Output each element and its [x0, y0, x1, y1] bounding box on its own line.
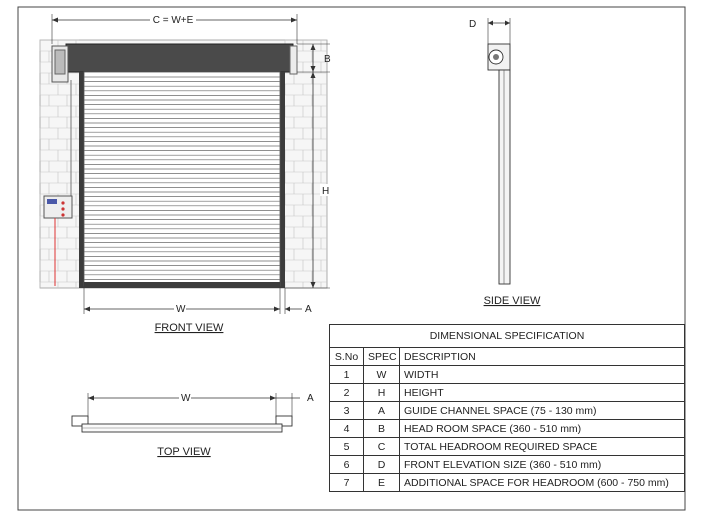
a-dimension-label: A [305, 304, 312, 315]
row-description: HEIGHT [400, 384, 685, 402]
front-view-title: FRONT VIEW [154, 322, 224, 334]
row-spec: H [364, 384, 400, 402]
row-description: HEAD ROOM SPACE (360 - 510 mm) [400, 420, 685, 438]
shutter-curtain [84, 72, 280, 286]
header-spec: SPEC [364, 348, 400, 366]
bottom-bar [84, 282, 280, 288]
row-sno: 2 [330, 384, 364, 402]
control-button [61, 213, 64, 216]
table-row [330, 438, 685, 456]
c-dimension-label: C = W+E [152, 15, 194, 26]
header-sno: S.No [330, 348, 364, 366]
right-guide-channel [280, 72, 285, 288]
row-spec: C [364, 438, 400, 456]
row-description: ADDITIONAL SPACE FOR HEADROOM (600 - 750 mm) [400, 474, 685, 492]
table-row [330, 474, 685, 492]
row-description: GUIDE CHANNEL SPACE (75 - 130 mm) [400, 402, 685, 420]
row-spec: W [364, 366, 400, 384]
row-sno: 4 [330, 420, 364, 438]
top-view-title: TOP VIEW [157, 446, 211, 458]
control-display [47, 199, 57, 204]
table-title-row [330, 325, 685, 348]
roll-axle [493, 54, 499, 60]
left-guide-channel [79, 72, 84, 288]
shutter-hood [66, 44, 293, 72]
h-dimension-label: H [322, 186, 330, 197]
table-row [330, 366, 685, 384]
table-header-row [330, 348, 685, 366]
table-row [330, 402, 685, 420]
row-spec: B [364, 420, 400, 438]
side-guide [499, 70, 510, 284]
table-row [330, 384, 685, 402]
row-description: TOTAL HEADROOM REQUIRED SPACE [400, 438, 685, 456]
motor-body [55, 50, 65, 74]
dimensional-spec-table [329, 324, 685, 492]
control-button [61, 201, 64, 204]
hood-end-cap [290, 46, 297, 74]
row-sno: 6 [330, 456, 364, 474]
top-w-dimension-label: W [181, 393, 191, 404]
top-a-dimension-label: A [307, 393, 314, 404]
top-view [72, 392, 314, 458]
table-row [330, 420, 685, 438]
row-description: FRONT ELEVATION SIZE (360 - 510 mm) [400, 456, 685, 474]
row-spec: D [364, 456, 400, 474]
row-sno: 5 [330, 438, 364, 456]
row-spec: A [364, 402, 400, 420]
row-sno: 1 [330, 366, 364, 384]
row-sno: 7 [330, 474, 364, 492]
d-dimension-label: D [469, 19, 477, 30]
header-description: DESCRIPTION [400, 348, 685, 366]
b-dimension-label: B [324, 54, 331, 65]
table-row [330, 456, 685, 474]
row-spec: E [364, 474, 400, 492]
w-dimension-label: W [176, 304, 186, 315]
control-button [61, 207, 64, 210]
arrowheads [285, 307, 290, 312]
front-view [40, 14, 331, 334]
row-sno: 3 [330, 402, 364, 420]
row-description: WIDTH [400, 366, 685, 384]
table-title: DIMENSIONAL SPECIFICATION [330, 325, 685, 348]
side-view [469, 18, 541, 307]
side-view-title: SIDE VIEW [483, 295, 541, 307]
